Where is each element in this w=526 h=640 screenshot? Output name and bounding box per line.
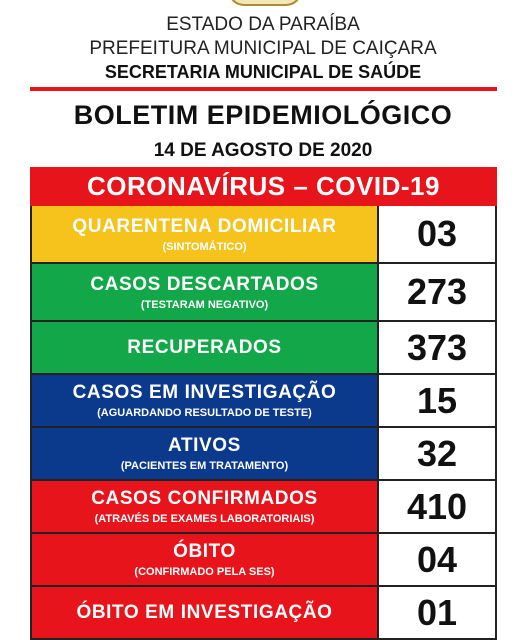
row-label: ÓBITO <box>173 541 236 562</box>
row-sublabel: (SINTOMÁTICO) <box>162 240 247 253</box>
row-label-cell <box>32 375 379 426</box>
row-value: 410 <box>379 481 495 532</box>
row-label: QUARENTENA DOMICILIAR <box>72 215 337 237</box>
row-label: ÓBITO EM INVESTIGAÇÃO <box>76 601 333 623</box>
row-value: 15 <box>379 375 495 426</box>
row-sublabel: (PACIENTES EM TRATAMENTO) <box>120 460 289 472</box>
row-label: CASOS CONFIRMADOS <box>91 488 318 509</box>
row-value: 01 <box>379 587 495 638</box>
row-label: CASOS DESCARTADOS <box>90 273 319 295</box>
table-row-investigation <box>32 375 495 428</box>
row-label: ATIVOS <box>168 435 241 456</box>
row-label-cell <box>32 587 379 638</box>
row-label-cell <box>32 322 379 373</box>
row-sublabel: (ATRAVÉS DE EXAMES LABORATORIAIS) <box>94 513 315 525</box>
health-secretariat-name: SECRETARIA MUNICIPAL DE SAÚDE <box>104 62 422 82</box>
row-label: CASOS EM INVESTIGAÇÃO <box>72 382 337 403</box>
table-row-confirmed <box>32 481 495 534</box>
table-row-deaths-investigation <box>32 587 495 640</box>
row-sublabel: (TESTARAM NEGATIVO) <box>140 298 269 311</box>
row-value: 04 <box>379 534 495 585</box>
row-sublabel: (AGUARDANDO RESULTADO DE TESTE) <box>97 407 312 419</box>
table-row-active <box>32 428 495 481</box>
state-name: ESTADO DA PARAÍBA <box>166 14 360 35</box>
row-label-cell <box>32 428 379 479</box>
table-row-quarantine <box>32 206 495 264</box>
bulletin-date: 14 DE AGOSTO DE 2020 <box>153 140 373 161</box>
row-label-cell <box>32 481 379 532</box>
bulletin-title: BOLETIM EPIDEMIOLÓGICO <box>73 100 453 130</box>
row-value: 03 <box>379 206 495 262</box>
row-value: 273 <box>379 264 495 320</box>
row-label: RECUPERADOS <box>127 336 282 358</box>
row-label-cell <box>32 534 379 585</box>
city-hall-name: PREFEITURA MUNICIPAL DE CAIÇARA <box>89 38 437 59</box>
row-sublabel: (CONFIRMADO PELA SES) <box>134 566 275 578</box>
municipal-seal-emblem <box>228 0 302 6</box>
row-value: 373 <box>379 322 495 373</box>
table-row-deaths <box>32 534 495 587</box>
table-row-recovered <box>32 322 495 375</box>
stats-table <box>30 206 497 640</box>
row-value: 32 <box>379 428 495 479</box>
header-divider <box>30 87 497 91</box>
table-row-discarded <box>32 264 495 322</box>
row-label-cell <box>32 206 379 262</box>
row-label-cell <box>32 264 379 320</box>
covid-banner: CORONAVÍRUS – COVID-19 <box>30 167 497 206</box>
